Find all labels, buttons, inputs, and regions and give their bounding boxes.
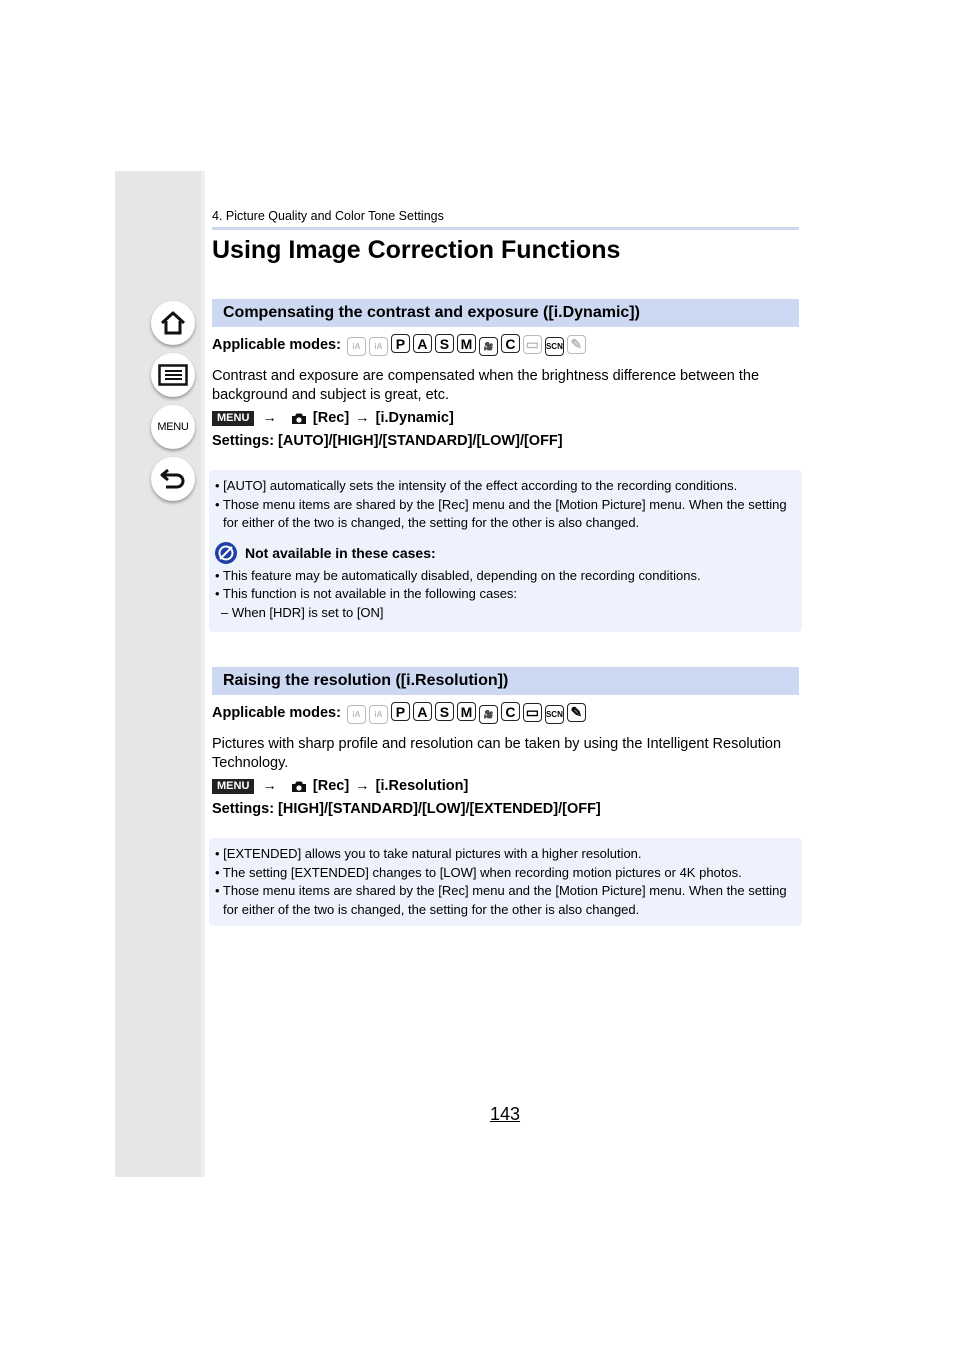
na-item: • This function is not available in the following cases: — [215, 586, 518, 601]
notes-list — [212, 477, 797, 622]
section-description: Contrast and exposure are compensated when the brightness difference between the background and subject is great, etc. — [212, 368, 760, 403]
note-item: • Those menu items are shared by the [Rec] menu and the [Motion Picture] menu. When the setting for either of the two is changed, the setting for the other is also changed. — [215, 496, 787, 530]
menu-label: MENU — [157, 421, 189, 433]
mode-scn-icon: SCN — [545, 337, 564, 356]
mode-scn-icon: SCN — [545, 705, 564, 724]
sidebar-edge — [201, 171, 205, 1177]
mode-a-icon: A — [413, 334, 432, 353]
section-heading-text: Compensating the contrast and exposure ([i.Dynamic]) — [223, 304, 640, 321]
notes-list — [212, 845, 797, 919]
mode-m-movie-icon: 🎥 — [479, 337, 498, 356]
mode-creative-icon: ✎ — [567, 703, 586, 722]
na-subitem: – When [HDR] is set to [ON] — [221, 604, 384, 620]
mode-p-icon: P — [391, 702, 410, 721]
section-heading-iresolution — [212, 667, 799, 695]
mode-panorama-icon: ▭ — [523, 335, 542, 354]
mode-ia--icon: iA — [369, 337, 388, 356]
mode-a-icon: A — [413, 702, 432, 721]
modes-label: Applicable modes: — [212, 705, 341, 721]
menu-path — [212, 776, 468, 796]
note-item: • The setting [EXTENDED] changes to [LOW] when recording motion pictures or 4K photos. — [215, 864, 742, 880]
note-item: • Those menu items are shared by the [Rec] menu and the [Motion Picture] menu. When the setting for either of the two is changed, the setting for the other is also changed. — [215, 883, 787, 917]
contents-button[interactable] — [151, 353, 195, 397]
rec-label: [Rec] — [312, 778, 350, 794]
mode-ia--icon: iA — [369, 705, 388, 724]
mode-icons — [347, 334, 589, 356]
mode-creative-icon: ✎ — [567, 335, 586, 354]
mode-m-icon: M — [457, 334, 476, 353]
rec-label: [Rec] — [312, 410, 350, 426]
list-icon — [158, 364, 188, 386]
menu-item-label: [i.Resolution] — [375, 778, 469, 794]
prohibited-icon — [214, 541, 238, 565]
mode-ia-icon: iA — [347, 337, 366, 356]
home-icon — [159, 310, 187, 336]
menu-badge: MENU — [212, 411, 254, 426]
mode-m-movie-icon: 🎥 — [479, 705, 498, 724]
not-available-heading — [214, 541, 797, 565]
camera-icon — [291, 780, 307, 793]
section-description: Pictures with sharp profile and resolution can be taken by using the Intelligent Resolution Technology. — [212, 736, 782, 771]
arrow: → — [355, 410, 370, 426]
mode-p-icon: P — [391, 334, 410, 353]
settings-line: Settings: [AUTO]/[HIGH]/[STANDARD]/[LOW]/[OFF] — [212, 433, 563, 449]
page-title: Using Image Correction Functions — [212, 236, 621, 264]
menu-path — [212, 408, 454, 428]
mode-c-icon: C — [501, 702, 520, 721]
mode-ia-icon: iA — [347, 705, 366, 724]
note-item: • [AUTO] automatically sets the intensity of the effect according to the recording conditions. — [215, 478, 738, 493]
applicable-modes-row — [212, 702, 589, 724]
mode-s-icon: S — [435, 334, 454, 353]
back-button[interactable] — [151, 457, 195, 501]
page-number: 143 — [490, 1104, 521, 1124]
menu-button[interactable] — [151, 405, 195, 449]
menu-badge: MENU — [212, 779, 254, 794]
section-heading-idynamic — [212, 299, 799, 327]
not-available-label: Not available in these cases: — [245, 544, 436, 561]
menu-item-label: [i.Dynamic] — [375, 410, 454, 426]
arrow: → — [262, 778, 277, 794]
home-button[interactable] — [151, 301, 195, 345]
mode-s-icon: S — [435, 702, 454, 721]
applicable-modes-row — [212, 334, 589, 356]
na-item: • This feature may be automatically disabled, depending on the recording conditions. — [215, 567, 701, 583]
mode-icons — [347, 702, 589, 724]
note-item: • [EXTENDED] allows you to take natural pictures with a higher resolution. — [215, 846, 642, 861]
mode-c-icon: C — [501, 334, 520, 353]
section-heading-text: Raising the resolution ([i.Resolution]) — [223, 672, 509, 689]
camera-icon — [291, 412, 307, 425]
mode-m-icon: M — [457, 702, 476, 721]
settings-line: Settings: [HIGH]/[STANDARD]/[LOW]/[EXTENDED]/[OFF] — [212, 801, 601, 817]
chapter-rule — [212, 227, 799, 230]
arrow: → — [262, 410, 277, 426]
back-arrow-icon — [159, 466, 187, 492]
mode-panorama-icon: ▭ — [523, 703, 542, 722]
chapter-label: 4. Picture Quality and Color Tone Settings — [212, 209, 444, 223]
arrow: → — [355, 778, 370, 794]
modes-label: Applicable modes: — [212, 337, 341, 353]
